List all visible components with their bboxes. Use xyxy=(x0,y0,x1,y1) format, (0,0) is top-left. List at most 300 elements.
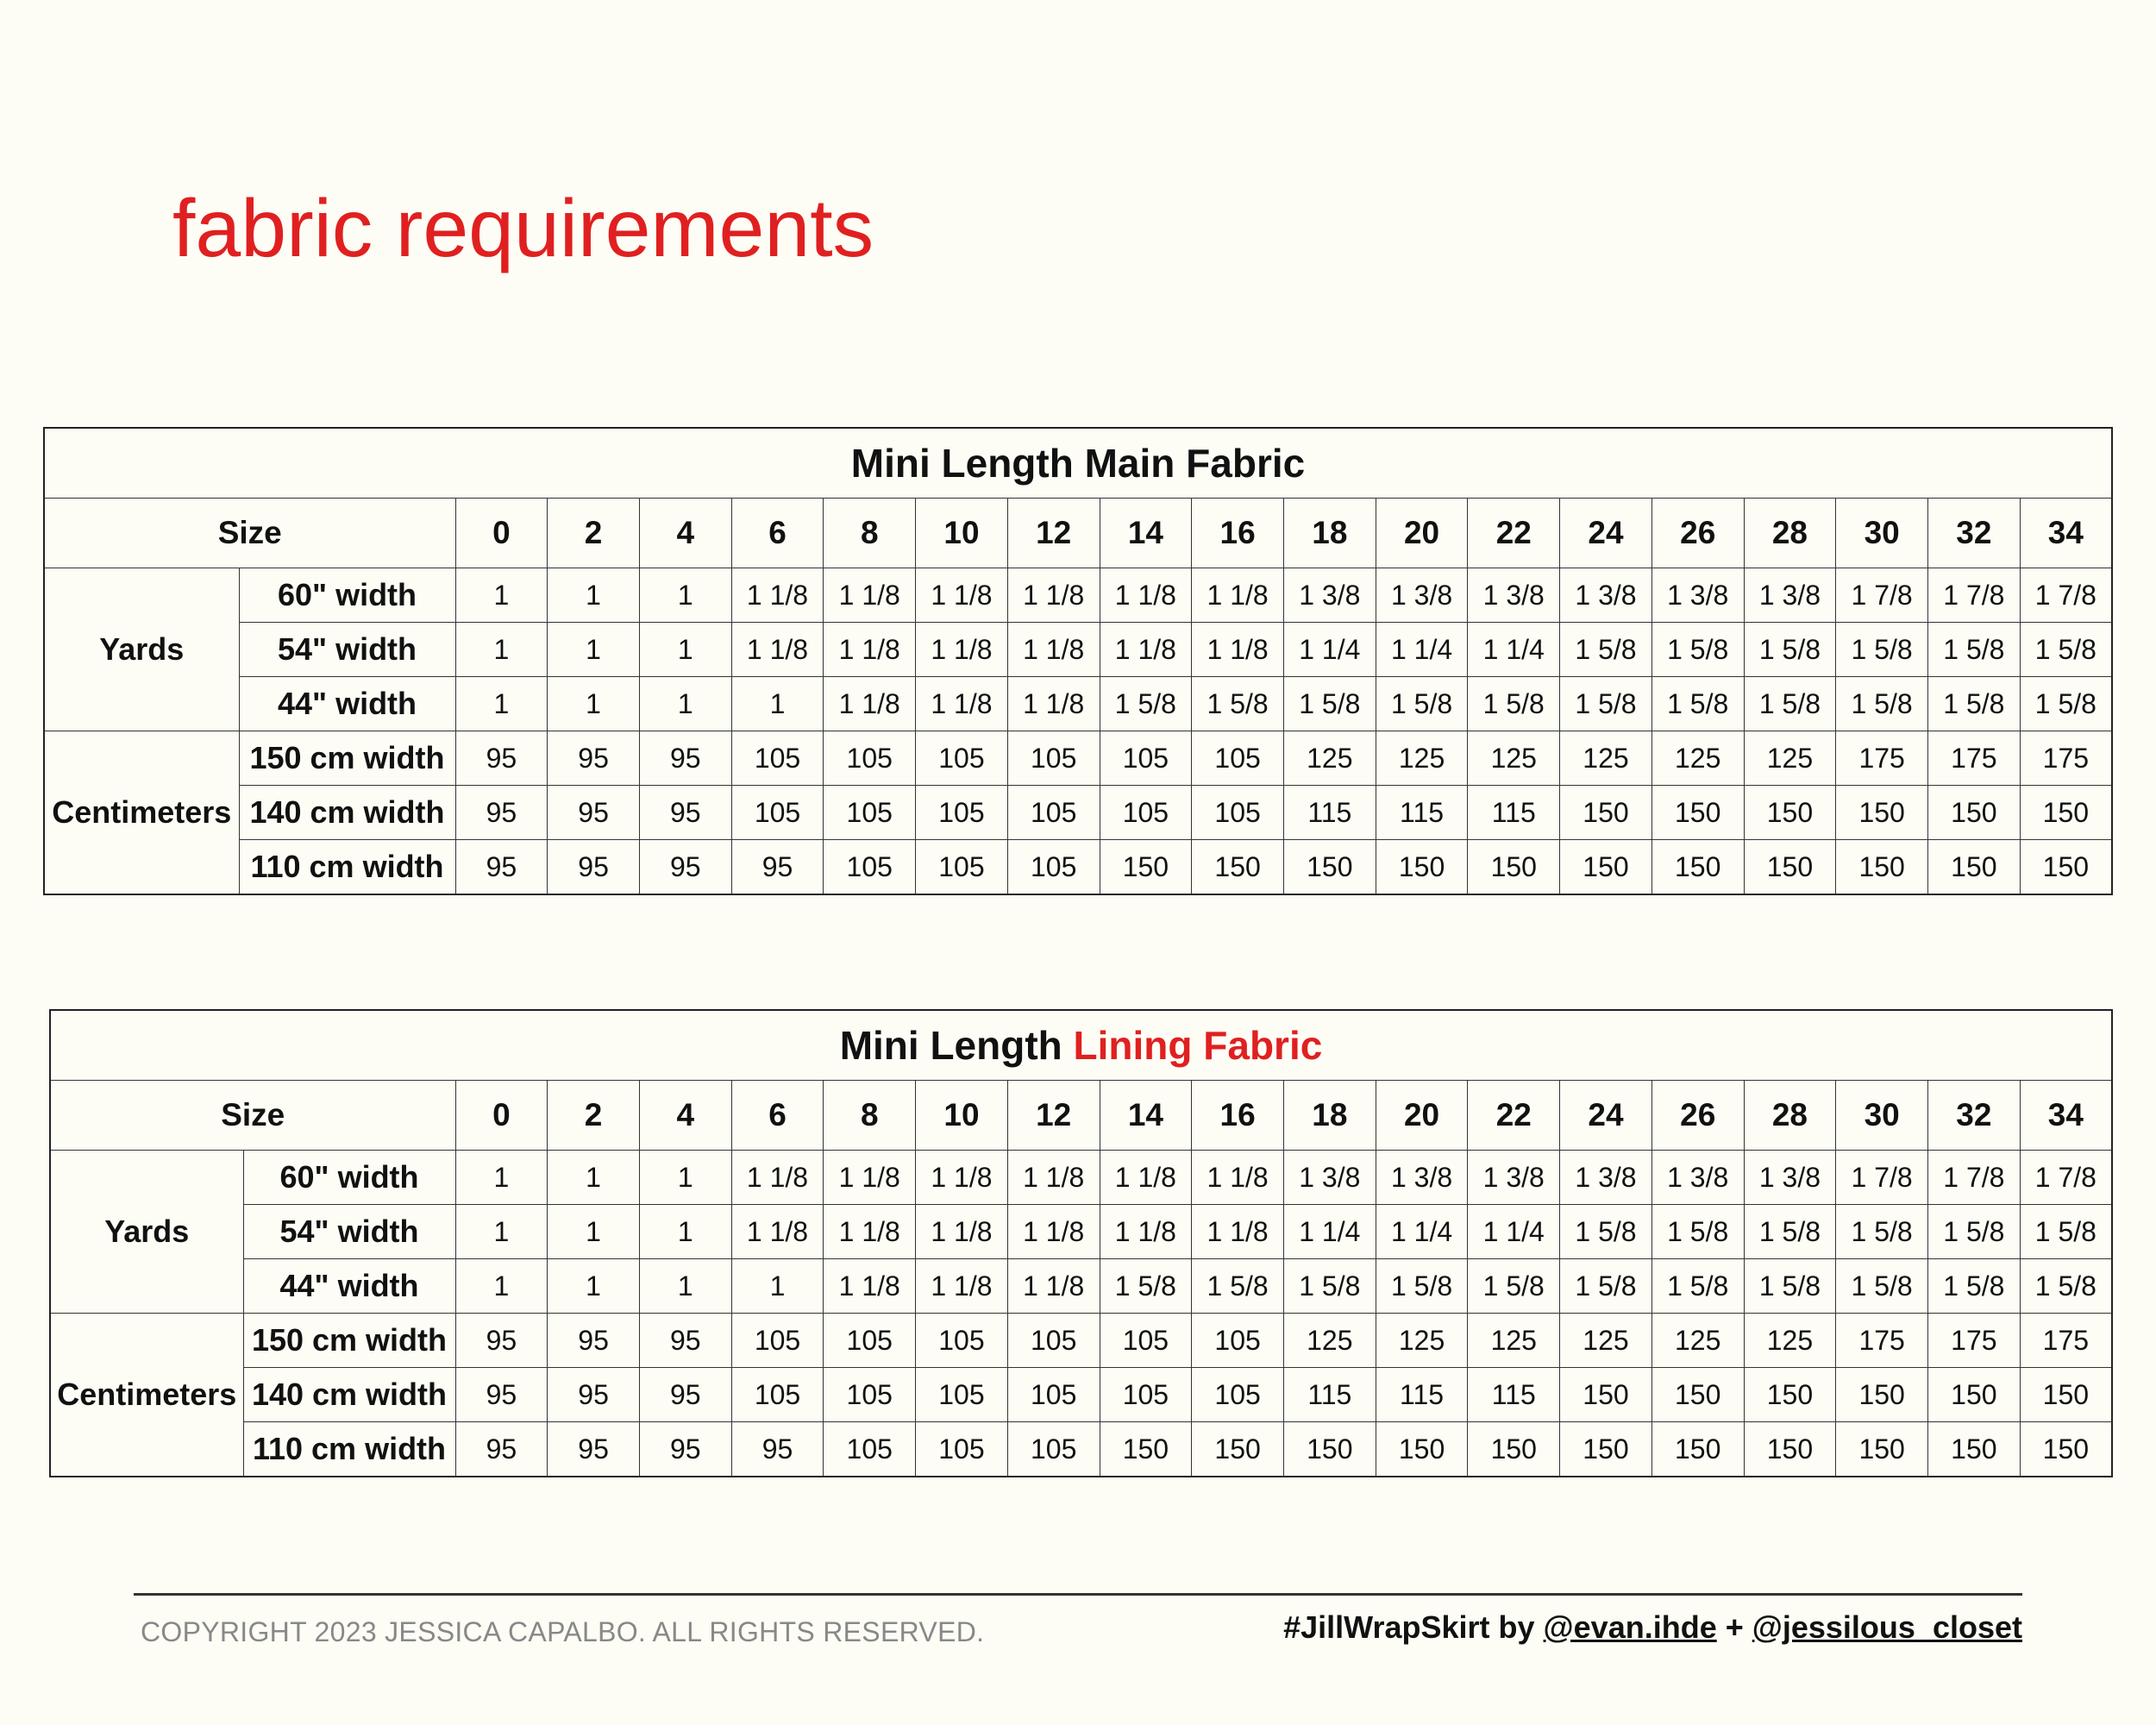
table-row xyxy=(44,731,2112,786)
table-cell: 95 xyxy=(639,1314,731,1368)
table-cell: 150 xyxy=(1928,786,2021,840)
table-cell: 95 xyxy=(639,840,731,895)
table-cell: 1 5/8 xyxy=(1744,1259,1836,1314)
table-cell: 150 xyxy=(1192,1422,1284,1477)
table-cell: 1 5/8 xyxy=(1651,677,1744,731)
size-header-cell: 28 xyxy=(1744,1081,1836,1151)
hashtag-text: #JillWrapSkirt by xyxy=(1283,1609,1544,1645)
table-cell: 150 xyxy=(1928,1422,2021,1477)
table-cell: 1 1/8 xyxy=(916,568,1008,623)
table-cell: 1 5/8 xyxy=(1744,677,1836,731)
table-row xyxy=(44,840,2112,895)
size-label: Size xyxy=(50,1081,455,1151)
size-header-cell: 14 xyxy=(1100,1081,1192,1151)
table-cell: 1 1/8 xyxy=(731,623,824,677)
size-header-cell: 34 xyxy=(2020,1081,2112,1151)
table-row xyxy=(50,1259,2112,1314)
table-cell: 150 xyxy=(1560,840,1652,895)
copyright-notice: COPYRIGHT 2023 JESSICA CAPALBO. ALL RIGHTS RESERVED. xyxy=(141,1616,985,1647)
table-cell: 150 xyxy=(1560,1422,1652,1477)
table-cell: 95 xyxy=(455,1422,548,1477)
table-cell: 105 xyxy=(1007,840,1100,895)
table-cell: 1 xyxy=(548,568,640,623)
table-cell: 1 1/8 xyxy=(1100,623,1192,677)
table-cell: 1 5/8 xyxy=(1836,1205,1928,1259)
credits-line xyxy=(1283,1609,2022,1646)
table-cell: 1 xyxy=(548,677,640,731)
table-cell: 115 xyxy=(1283,1368,1376,1422)
fabric-width-label: 150 cm width xyxy=(243,1314,455,1368)
table-cell: 115 xyxy=(1468,786,1560,840)
table-cell: 1 1/4 xyxy=(1376,1205,1468,1259)
table-cell: 105 xyxy=(1192,1314,1284,1368)
fabric-width-label: 54" width xyxy=(239,623,455,677)
table-cell: 105 xyxy=(1192,1368,1284,1422)
size-header-cell: 10 xyxy=(916,1081,1008,1151)
table-cell: 1 5/8 xyxy=(1560,1259,1652,1314)
table-cell: 1 5/8 xyxy=(1192,1259,1284,1314)
table-title-text: Mini Length xyxy=(839,1023,1074,1068)
table-cell: 105 xyxy=(824,786,916,840)
size-header-cell: 12 xyxy=(1007,1081,1100,1151)
table-cell: 1 3/8 xyxy=(1651,1151,1744,1205)
table-cell: 1 5/8 xyxy=(2020,1205,2112,1259)
table-cell: 1 7/8 xyxy=(1928,568,2021,623)
table-cell: 1 5/8 xyxy=(1192,677,1284,731)
size-header-cell: 24 xyxy=(1560,1081,1652,1151)
unit-label: Yards xyxy=(44,568,239,731)
table-cell: 125 xyxy=(1283,1314,1376,1368)
table-cell: 1 3/8 xyxy=(1468,1151,1560,1205)
table-row xyxy=(50,1368,2112,1422)
unit-label: Yards xyxy=(50,1151,243,1314)
table-cell: 1 xyxy=(455,1205,548,1259)
table-row xyxy=(44,786,2112,840)
table-cell: 1 1/8 xyxy=(731,568,824,623)
table-cell: 1 1/8 xyxy=(824,677,916,731)
table-cell: 150 xyxy=(1192,840,1284,895)
fabric-width-label: 150 cm width xyxy=(239,731,455,786)
table-cell: 1 1/8 xyxy=(1007,677,1100,731)
size-header-cell: 12 xyxy=(1007,499,1100,568)
table-cell: 1 1/4 xyxy=(1283,1205,1376,1259)
size-header-cell: 26 xyxy=(1651,1081,1744,1151)
size-header-cell: 0 xyxy=(455,499,548,568)
table-cell: 1 xyxy=(639,568,731,623)
table-cell: 1 xyxy=(548,1151,640,1205)
table-cell: 105 xyxy=(731,1368,824,1422)
table-cell: 1 1/8 xyxy=(916,623,1008,677)
table-cell: 105 xyxy=(1007,1368,1100,1422)
table-cell: 125 xyxy=(1468,731,1560,786)
fabric-width-label: 110 cm width xyxy=(243,1422,455,1477)
table-cell: 105 xyxy=(916,1422,1008,1477)
size-header-cell: 32 xyxy=(1928,1081,2021,1151)
table-cell: 1 3/8 xyxy=(1560,568,1652,623)
table-cell: 150 xyxy=(1468,1422,1560,1477)
table-cell: 1 1/8 xyxy=(1192,1151,1284,1205)
table-title xyxy=(50,1010,2112,1081)
table-cell: 1 5/8 xyxy=(1468,1259,1560,1314)
table-cell: 1 xyxy=(548,623,640,677)
table-cell: 1 1/4 xyxy=(1468,623,1560,677)
table-cell: 1 5/8 xyxy=(1100,1259,1192,1314)
size-header-cell: 6 xyxy=(731,1081,824,1151)
table-cell: 105 xyxy=(824,1368,916,1422)
table-cell: 1 5/8 xyxy=(1651,1205,1744,1259)
table-cell: 175 xyxy=(1928,731,2021,786)
table-cell: 1 1/8 xyxy=(1192,568,1284,623)
table-cell: 95 xyxy=(548,731,640,786)
size-header-cell: 18 xyxy=(1283,499,1376,568)
table-cell: 95 xyxy=(455,731,548,786)
table-cell: 1 5/8 xyxy=(1376,1259,1468,1314)
table-cell: 95 xyxy=(548,840,640,895)
table-cell: 150 xyxy=(1836,1368,1928,1422)
table-cell: 1 5/8 xyxy=(1651,1259,1744,1314)
table-cell: 1 1/4 xyxy=(1468,1205,1560,1259)
table-cell: 125 xyxy=(1744,1314,1836,1368)
footer-divider xyxy=(134,1593,2022,1596)
size-header-cell: 16 xyxy=(1192,499,1284,568)
size-header-cell: 4 xyxy=(639,499,731,568)
table-cell: 95 xyxy=(548,1314,640,1368)
table-cell: 150 xyxy=(2020,1368,2112,1422)
table-cell: 125 xyxy=(1468,1314,1560,1368)
table-cell: 95 xyxy=(639,786,731,840)
table-cell: 95 xyxy=(455,840,548,895)
table-cell: 1 1/8 xyxy=(1100,1151,1192,1205)
table-cell: 1 5/8 xyxy=(2020,623,2112,677)
table-cell: 150 xyxy=(1376,840,1468,895)
table-cell: 1 5/8 xyxy=(1836,623,1928,677)
table-cell: 1 xyxy=(639,1151,731,1205)
table-row xyxy=(50,1422,2112,1477)
table-title-accent: Lining Fabric xyxy=(1073,1023,1323,1068)
size-header-row xyxy=(50,1081,2112,1151)
table-cell: 105 xyxy=(916,1314,1008,1368)
table-cell: 150 xyxy=(1376,1422,1468,1477)
table-cell: 105 xyxy=(731,1314,824,1368)
size-header-cell: 26 xyxy=(1651,499,1744,568)
size-header-cell: 8 xyxy=(824,499,916,568)
table-cell: 1 3/8 xyxy=(1744,1151,1836,1205)
table-cell: 1 1/8 xyxy=(1007,1205,1100,1259)
table-cell: 105 xyxy=(1100,786,1192,840)
table-cell: 1 7/8 xyxy=(1928,1151,2021,1205)
fabric-width-label: 60" width xyxy=(243,1151,455,1205)
table-cell: 150 xyxy=(1651,840,1744,895)
table-cell: 1 1/8 xyxy=(916,1151,1008,1205)
table-cell: 150 xyxy=(1283,1422,1376,1477)
table-cell: 95 xyxy=(548,786,640,840)
size-header-cell: 30 xyxy=(1836,499,1928,568)
table-cell: 95 xyxy=(455,1368,548,1422)
table-cell: 1 1/8 xyxy=(731,1151,824,1205)
size-header-cell: 22 xyxy=(1468,499,1560,568)
table-cell: 1 5/8 xyxy=(1928,1205,2021,1259)
table-cell: 1 5/8 xyxy=(1560,623,1652,677)
table-cell: 150 xyxy=(1468,840,1560,895)
table-cell: 1 xyxy=(639,1259,731,1314)
table-cell: 1 5/8 xyxy=(1560,677,1652,731)
table-cell: 1 5/8 xyxy=(1744,623,1836,677)
table-cell: 105 xyxy=(824,731,916,786)
table-row xyxy=(44,623,2112,677)
table-cell: 1 1/8 xyxy=(824,1205,916,1259)
table-cell: 1 3/8 xyxy=(1376,568,1468,623)
table-cell: 1 3/8 xyxy=(1376,1151,1468,1205)
table-cell: 1 1/8 xyxy=(1007,623,1100,677)
table-cell: 1 5/8 xyxy=(1560,1205,1652,1259)
table-cell: 105 xyxy=(1100,1368,1192,1422)
table-cell: 125 xyxy=(1376,731,1468,786)
unit-label: Centimeters xyxy=(50,1314,243,1477)
table-cell: 105 xyxy=(916,1368,1008,1422)
table-cell: 115 xyxy=(1376,1368,1468,1422)
table-cell: 1 5/8 xyxy=(1376,677,1468,731)
page-title: fabric requirements xyxy=(172,183,874,274)
table-cell: 105 xyxy=(1100,1314,1192,1368)
size-header-cell: 0 xyxy=(455,1081,548,1151)
size-header-cell: 2 xyxy=(548,1081,640,1151)
table-cell: 95 xyxy=(548,1368,640,1422)
table-cell: 1 5/8 xyxy=(1283,1259,1376,1314)
size-header-cell: 2 xyxy=(548,499,640,568)
table-cell: 175 xyxy=(2020,1314,2112,1368)
table-cell: 105 xyxy=(1007,1314,1100,1368)
table-cell: 150 xyxy=(1836,786,1928,840)
table-cell: 95 xyxy=(455,1314,548,1368)
table-cell: 95 xyxy=(639,1422,731,1477)
table-cell: 150 xyxy=(1744,1422,1836,1477)
table-cell: 1 1/8 xyxy=(824,623,916,677)
table-cell: 1 xyxy=(455,1151,548,1205)
table-cell: 95 xyxy=(639,1368,731,1422)
table-cell: 1 5/8 xyxy=(1928,1259,2021,1314)
size-header-cell: 4 xyxy=(639,1081,731,1151)
table-cell: 95 xyxy=(455,786,548,840)
table-cell: 1 1/8 xyxy=(1100,568,1192,623)
table-cell: 125 xyxy=(1744,731,1836,786)
table-cell: 1 xyxy=(639,1205,731,1259)
table-cell: 150 xyxy=(1651,1422,1744,1477)
size-label: Size xyxy=(44,499,455,568)
table-cell: 1 3/8 xyxy=(1283,1151,1376,1205)
fabric-width-label: 44" width xyxy=(239,677,455,731)
size-header-cell: 24 xyxy=(1560,499,1652,568)
table-cell: 95 xyxy=(731,840,824,895)
table-cell: 150 xyxy=(1560,1368,1652,1422)
table-cell: 1 3/8 xyxy=(1283,568,1376,623)
table-cell: 1 xyxy=(731,1259,824,1314)
table-cell: 105 xyxy=(824,840,916,895)
table-cell: 150 xyxy=(1836,840,1928,895)
table-cell: 1 1/4 xyxy=(1376,623,1468,677)
handle-link-evan[interactable]: @evan.ihde xyxy=(1543,1609,1717,1645)
table-cell: 1 xyxy=(455,568,548,623)
table-cell: 105 xyxy=(916,840,1008,895)
table-cell: 1 xyxy=(455,623,548,677)
table-cell: 150 xyxy=(1283,840,1376,895)
table-cell: 1 xyxy=(548,1205,640,1259)
table-title-row xyxy=(50,1010,2112,1081)
table-cell: 105 xyxy=(1007,1422,1100,1477)
table-cell: 1 3/8 xyxy=(1651,568,1744,623)
table-cell: 115 xyxy=(1376,786,1468,840)
table-cell: 125 xyxy=(1651,1314,1744,1368)
fabric-width-label: 44" width xyxy=(243,1259,455,1314)
table-cell: 150 xyxy=(1100,840,1192,895)
table-cell: 150 xyxy=(1651,786,1744,840)
fabric-width-label: 54" width xyxy=(243,1205,455,1259)
table-title-row xyxy=(44,428,2112,499)
size-header-cell: 28 xyxy=(1744,499,1836,568)
size-header-cell: 34 xyxy=(2020,499,2112,568)
table-row xyxy=(50,1205,2112,1259)
table-cell: 175 xyxy=(1928,1314,2021,1368)
table-title-text: Mini Length Main Fabric xyxy=(850,441,1306,486)
table-cell: 150 xyxy=(2020,786,2112,840)
table-cell: 1 xyxy=(731,677,824,731)
table-cell: 105 xyxy=(1007,786,1100,840)
table-cell: 1 1/8 xyxy=(1007,568,1100,623)
fabric-width-label: 140 cm width xyxy=(243,1368,455,1422)
table-cell: 1 3/8 xyxy=(1744,568,1836,623)
size-header-cell: 8 xyxy=(824,1081,916,1151)
table-cell: 95 xyxy=(639,731,731,786)
size-header-cell: 20 xyxy=(1376,1081,1468,1151)
table-cell: 105 xyxy=(1007,731,1100,786)
table-cell: 1 5/8 xyxy=(1836,1259,1928,1314)
size-header-cell: 22 xyxy=(1468,1081,1560,1151)
table-cell: 125 xyxy=(1283,731,1376,786)
table-cell: 1 5/8 xyxy=(1928,677,2021,731)
table-cell: 105 xyxy=(1100,731,1192,786)
lining-fabric-table xyxy=(49,1009,2113,1477)
table-cell: 150 xyxy=(1100,1422,1192,1477)
table-cell: 105 xyxy=(1192,786,1284,840)
unit-label: Centimeters xyxy=(44,731,239,895)
table-cell: 95 xyxy=(548,1422,640,1477)
table-cell: 175 xyxy=(1836,1314,1928,1368)
table-cell: 1 5/8 xyxy=(2020,677,2112,731)
fabric-width-label: 60" width xyxy=(239,568,455,623)
table-cell: 125 xyxy=(1560,731,1652,786)
table-cell: 105 xyxy=(731,731,824,786)
table-cell: 1 5/8 xyxy=(1744,1205,1836,1259)
table-cell: 115 xyxy=(1468,1368,1560,1422)
table-cell: 1 1/8 xyxy=(824,1151,916,1205)
table-cell: 150 xyxy=(1744,840,1836,895)
credits-separator: + xyxy=(1716,1609,1752,1645)
table-cell: 1 xyxy=(455,677,548,731)
table-cell: 105 xyxy=(1192,731,1284,786)
table-cell: 95 xyxy=(731,1422,824,1477)
fabric-width-label: 110 cm width xyxy=(239,840,455,895)
table-cell: 1 3/8 xyxy=(1468,568,1560,623)
table-cell: 1 1/8 xyxy=(1100,1205,1192,1259)
table-cell: 150 xyxy=(1744,1368,1836,1422)
size-header-cell: 20 xyxy=(1376,499,1468,568)
size-header-cell: 30 xyxy=(1836,1081,1928,1151)
table-cell: 1 3/8 xyxy=(1560,1151,1652,1205)
table-title xyxy=(44,428,2112,499)
fabric-width-label: 140 cm width xyxy=(239,786,455,840)
table-cell: 1 1/8 xyxy=(824,568,916,623)
table-cell: 1 5/8 xyxy=(1928,623,2021,677)
table-cell: 1 1/8 xyxy=(1007,1151,1100,1205)
size-header-row xyxy=(44,499,2112,568)
table-row xyxy=(50,1314,2112,1368)
main-fabric-table xyxy=(43,427,2113,895)
table-row xyxy=(44,677,2112,731)
table-cell: 1 xyxy=(455,1259,548,1314)
table-cell: 105 xyxy=(824,1422,916,1477)
table-cell: 1 7/8 xyxy=(2020,568,2112,623)
table-cell: 175 xyxy=(2020,731,2112,786)
size-header-cell: 10 xyxy=(916,499,1008,568)
table-cell: 1 5/8 xyxy=(1283,677,1376,731)
table-cell: 115 xyxy=(1283,786,1376,840)
table-cell: 1 1/8 xyxy=(1192,623,1284,677)
table-cell: 105 xyxy=(916,731,1008,786)
table-cell: 150 xyxy=(2020,840,2112,895)
table-row xyxy=(44,568,2112,623)
table-cell: 1 1/8 xyxy=(916,677,1008,731)
table-cell: 1 1/8 xyxy=(1007,1259,1100,1314)
size-header-cell: 18 xyxy=(1283,1081,1376,1151)
table-cell: 150 xyxy=(1928,840,2021,895)
table-cell: 1 1/4 xyxy=(1283,623,1376,677)
table-cell: 125 xyxy=(1651,731,1744,786)
table-cell: 1 1/8 xyxy=(1192,1205,1284,1259)
table-cell: 150 xyxy=(1836,1422,1928,1477)
size-header-cell: 16 xyxy=(1192,1081,1284,1151)
table-cell: 1 5/8 xyxy=(1468,677,1560,731)
table-row xyxy=(50,1151,2112,1205)
table-cell: 1 xyxy=(639,623,731,677)
table-cell: 1 5/8 xyxy=(2020,1259,2112,1314)
size-header-cell: 32 xyxy=(1928,499,2021,568)
table-cell: 1 1/8 xyxy=(731,1205,824,1259)
table-cell: 1 7/8 xyxy=(1836,568,1928,623)
table-cell: 1 xyxy=(639,677,731,731)
size-header-cell: 14 xyxy=(1100,499,1192,568)
table-cell: 1 7/8 xyxy=(2020,1151,2112,1205)
table-cell: 105 xyxy=(916,786,1008,840)
size-header-cell: 6 xyxy=(731,499,824,568)
table-cell: 150 xyxy=(1651,1368,1744,1422)
table-cell: 125 xyxy=(1376,1314,1468,1368)
table-cell: 175 xyxy=(1836,731,1928,786)
table-cell: 1 1/8 xyxy=(916,1205,1008,1259)
table-cell: 125 xyxy=(1560,1314,1652,1368)
table-cell: 150 xyxy=(2020,1422,2112,1477)
handle-link-jessilous[interactable]: @jessilous_closet xyxy=(1752,1609,2022,1645)
table-cell: 150 xyxy=(1560,786,1652,840)
table-cell: 1 1/8 xyxy=(916,1259,1008,1314)
table-cell: 1 xyxy=(548,1259,640,1314)
table-cell: 105 xyxy=(824,1314,916,1368)
table-cell: 150 xyxy=(1744,786,1836,840)
table-cell: 1 5/8 xyxy=(1836,677,1928,731)
table-cell: 1 7/8 xyxy=(1836,1151,1928,1205)
table-cell: 105 xyxy=(731,786,824,840)
table-cell: 150 xyxy=(1928,1368,2021,1422)
table-cell: 1 5/8 xyxy=(1100,677,1192,731)
table-cell: 1 1/8 xyxy=(824,1259,916,1314)
